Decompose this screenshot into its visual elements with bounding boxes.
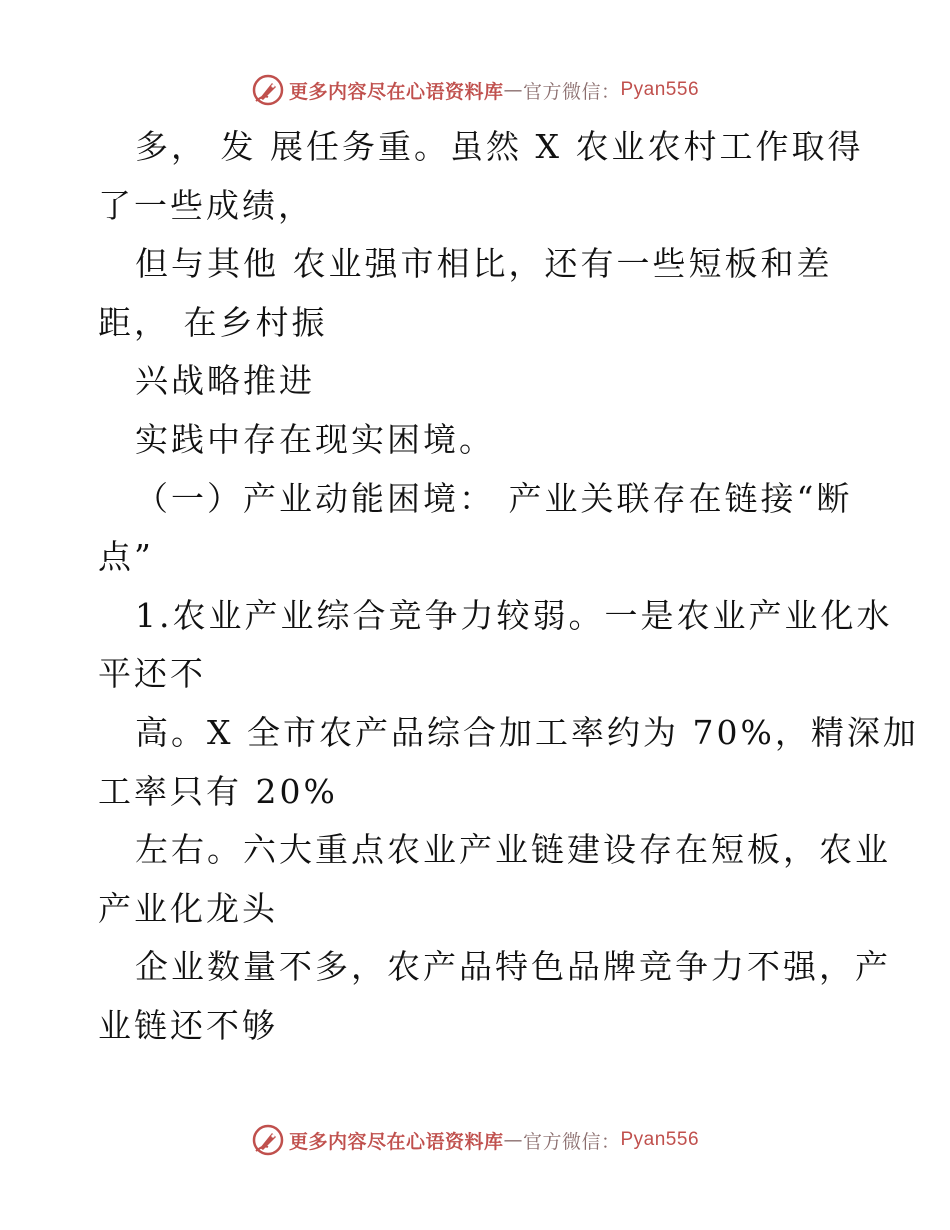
- banner-wechat-id: Pyan556: [620, 1129, 700, 1150]
- pen-nib-icon: [251, 1123, 285, 1157]
- banner-middle: 官方微信：: [522, 1130, 621, 1153]
- text-line: 业链还不够: [98, 1005, 278, 1045]
- text-line: 平还不: [98, 654, 206, 694]
- text-line: 产业化龙头: [98, 888, 278, 928]
- text-line: 工率只有 20%: [98, 771, 338, 811]
- footer-watermark-banner: [0, 1120, 950, 1160]
- pen-nib-icon: [251, 73, 285, 107]
- document-body: [98, 118, 919, 1056]
- banner-prefix: 更多内容尽在心语资料库: [288, 1130, 504, 1153]
- text-line: 了一些成绩，: [98, 185, 314, 225]
- banner-dash: —: [503, 1129, 523, 1151]
- section-heading-line: （一）产业动能困境： 产业关联存在链接“断: [135, 478, 853, 518]
- text-line: 1.农业产业综合竞争力较弱。一是农业产业化水: [135, 595, 893, 635]
- text-line: 兴战略推进: [135, 361, 315, 401]
- text-line: 距， 在乡村振: [98, 302, 328, 342]
- text-line: 但与其他 农业强市相比，还有一些短板和差: [135, 244, 833, 284]
- text-line: 多， 发 展任务重。虽然 X 农业农村工作取得: [135, 127, 864, 166]
- text-line: 左右。六大重点农业产业链建设存在短板，农业: [135, 830, 891, 870]
- banner-middle: 官方微信：: [522, 80, 621, 103]
- text-line: 企业数量不多，农产品特色品牌竞争力不强，产: [135, 947, 891, 987]
- banner-dash: —: [503, 79, 523, 101]
- text-line: 实践中存在现实困境。: [135, 419, 495, 459]
- banner-prefix: 更多内容尽在心语资料库: [288, 80, 504, 103]
- header-watermark-banner: [0, 70, 950, 110]
- banner-wechat-id: Pyan556: [620, 79, 700, 100]
- text-line: 点”: [98, 537, 154, 577]
- text-line: 高。X 全市农产品综合加工率约为 70%，精深加: [135, 712, 919, 752]
